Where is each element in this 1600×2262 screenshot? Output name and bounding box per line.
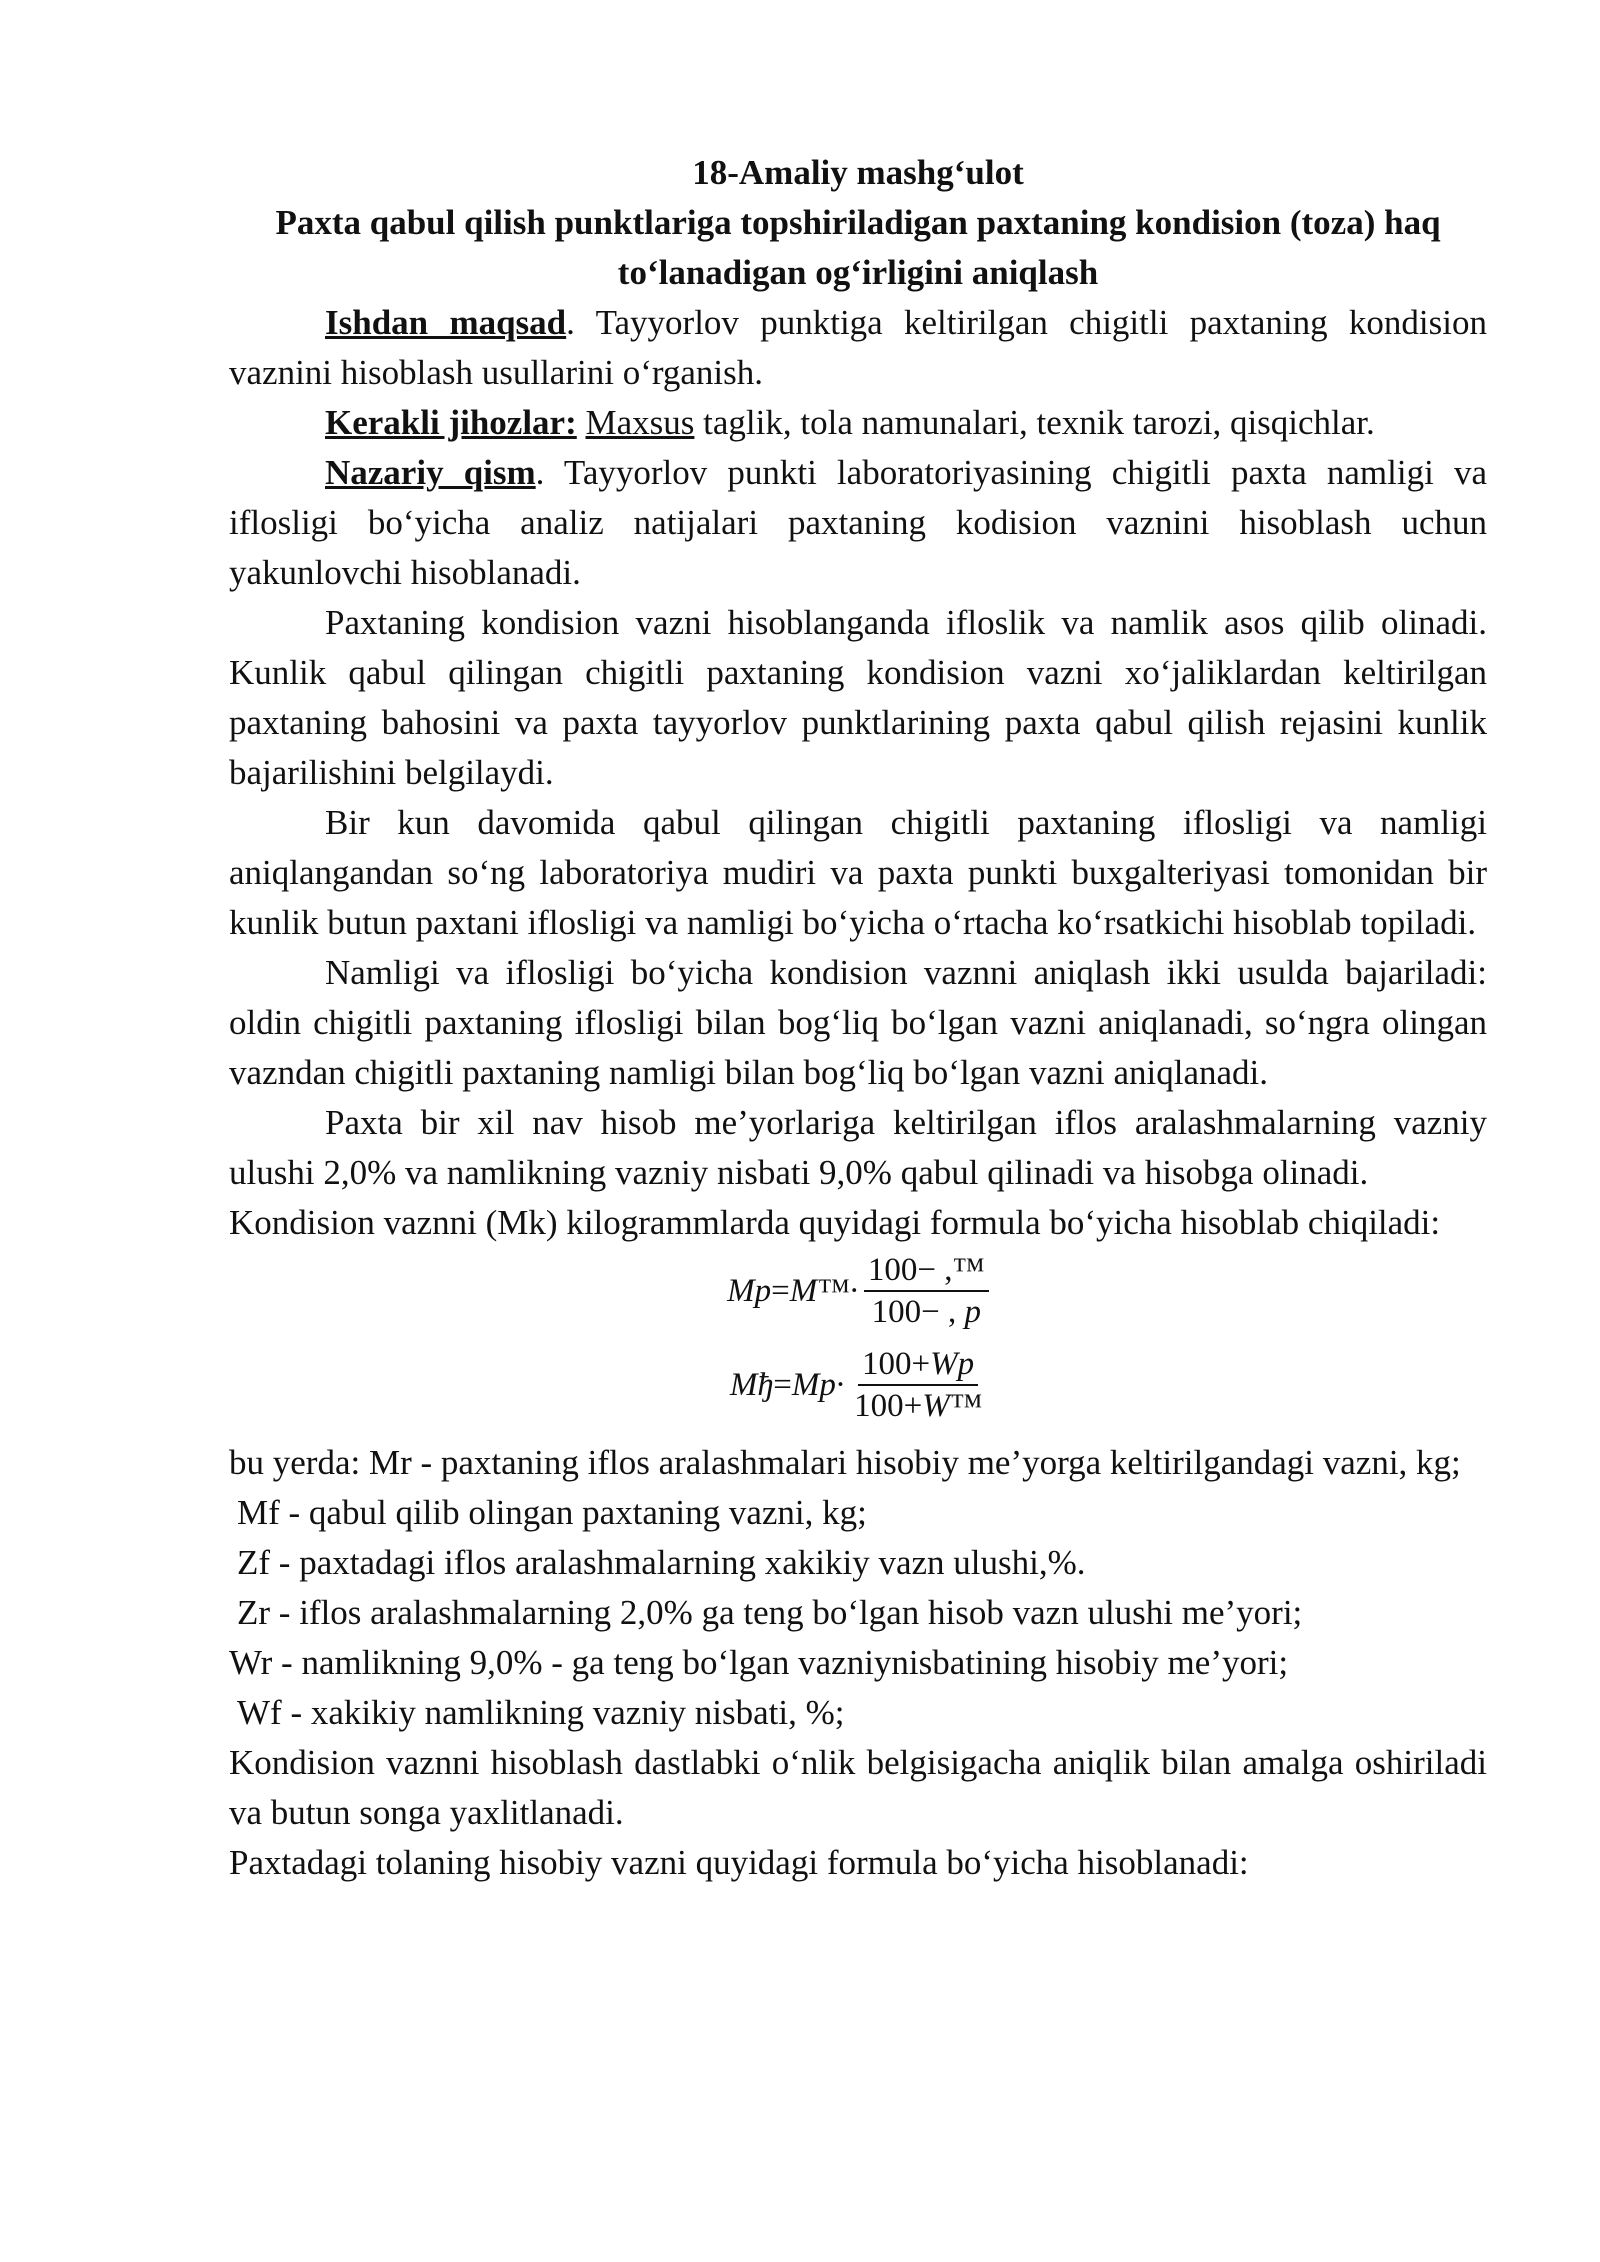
theory-paragraph: [229, 448, 1487, 598]
definition-zr: Zr - iflos aralashmalarning 2,0% ga teng bo‘lgan hisob vazn ulushi me’yori;: [237, 1593, 1303, 1632]
document-subtitle-line-1: Paxta qabul qilish punktlariga topshiriladigan paxtaning kondision (toza) haq: [275, 203, 1441, 242]
formula-2-fraction: [850, 1344, 986, 1426]
definition-mr: bu yerda: Mr - paxtaning iflos aralashmalari hisobiy me’yorga keltirilgandagi vazni, kg;: [229, 1443, 1461, 1482]
definition-zf: Zf - paxtadagi iflos aralashmalarning xakikiy vazn ulushi,%.: [237, 1543, 1086, 1582]
formula-2-denominator-variable: W™: [922, 1388, 983, 1424]
document-subtitle-line-2: to‘lanadigan og‘irligini aniqlash: [617, 253, 1099, 292]
theory-label: Nazariy qism: [325, 453, 536, 492]
equipment-label: Kerakli jihozlar:: [325, 403, 577, 442]
formula-1-numerator: 100− ,™: [864, 1250, 989, 1292]
formula-1-lhs: Mp: [727, 1273, 772, 1309]
equipment-underlined: Maxsus: [585, 403, 695, 442]
equipment-paragraph: [229, 398, 1487, 448]
equipment-text: taglik, tola namunalari, texnik tarozi, qisqichlar.: [694, 403, 1375, 442]
aim-text: . Tayyorlov punktiga keltirilgan chigitli paxtaning kondision vaznini hisoblash usullarini o‘rganish.: [229, 303, 1488, 392]
document-title: 18-Amaliy mashg‘ulot: [692, 153, 1024, 192]
closing-paragraph-2: Paxtadagi tolaning hisobiy vazni quyidagi formula bo‘yicha hisoblanadi:: [229, 1843, 1249, 1882]
formula-2-numerator-variable: Wp: [930, 1346, 975, 1382]
formula-2-numerator-number: 100+: [862, 1346, 931, 1382]
definition-wf: Wf - xakikiy namlikning vazniy nisbati, %;: [237, 1693, 845, 1732]
body-paragraph-2: Bir kun davomida qabul qilingan chigitli paxtaning iflosligi va namligi aniqlangandan so‘ng laboratoriya mudiri va paxta punkti buxgalteriyasi tomonidan bir kunlik butun paxtani iflosligi va namligi bo‘yicha o‘rtacha ko‘rsatkichi hisoblab topiladi.: [229, 803, 1487, 942]
formula-1: [229, 1250, 1487, 1332]
formula-intro: Kondision vaznni (Mk) kilogrammlarda quyidagi formula bo‘yicha hisoblab chiqiladi:: [229, 1203, 1441, 1242]
formula-block: [229, 1248, 1487, 1438]
formula-2: [229, 1344, 1487, 1426]
formula-2-denominator-number: 100+: [854, 1388, 923, 1424]
formula-1-fraction: [864, 1250, 989, 1332]
formula-2-equals: =: [773, 1367, 792, 1403]
definition-wr: Wr - namlikning 9,0% - ga teng bo‘lgan vazniynisbatining hisobiy me’yori;: [229, 1643, 1289, 1682]
formula-1-denominator: [868, 1292, 985, 1332]
body-paragraph-3: Namligi va iflosligi bo‘yicha kondision vaznni aniqlash ikki usulda bajariladi: oldin chigitli paxtaning iflosligi bilan bog‘liq bo‘lgan vazni aniqlanadi, so‘ngra olingan vazndan chigitli paxtaning namligi bilan bog‘liq bo‘lgan vazni aniqlanadi.: [229, 953, 1487, 1092]
formula-2-denominator: [850, 1386, 986, 1426]
definition-mf: Mf - qabul qilib olingan paxtaning vazni, kg;: [237, 1493, 867, 1532]
formula-2-lhs: Mђ: [729, 1367, 774, 1403]
aim-label: Ishdan maqsad: [325, 303, 567, 342]
body-paragraph-1: Paxtaning kondision vazni hisoblanganda ifloslik va namlik asos qilib olinadi. Kunlik qabul qilingan chigitli paxtaning kondision vazni xo‘jaliklardan keltirilgan paxtaning bahosini va paxta tayyorlov punktlarining paxta qabul qilish rejasini kunlik bajarilishini belgilaydi.: [229, 603, 1487, 792]
aim-paragraph: [229, 298, 1487, 398]
formula-1-equals: =: [771, 1273, 790, 1309]
closing-paragraph-1: Kondision vaznni hisoblash dastlabki o‘nlik belgisigacha aniqlik bilan amalga oshiriladi va butun songa yaxlitlanadi.: [229, 1743, 1487, 1832]
formula-2-numerator: [858, 1344, 978, 1386]
formula-1-factor: M™·: [789, 1273, 858, 1309]
formula-1-denominator-variable: p: [964, 1294, 982, 1330]
formula-2-factor: Mp·: [791, 1367, 845, 1403]
theory-text: . Tayyorlov punkti laboratoriyasining chigitli paxta namligi va iflosligi bo‘yicha analiz natijalari paxtaning kodision vaznini hisoblash uchun yakunlovchi hisoblanadi.: [229, 453, 1487, 592]
formula-1-denominator-number: 100− ,: [871, 1294, 965, 1330]
document-page: [229, 148, 1487, 1888]
body-paragraph-4: Paxta bir xil nav hisob me’yorlariga keltirilgan iflos aralashmalarning vazniy ulushi 2,0% va namlikning vazniy nisbati 9,0% qabul qilinadi va hisobga olinadi.: [229, 1103, 1487, 1192]
